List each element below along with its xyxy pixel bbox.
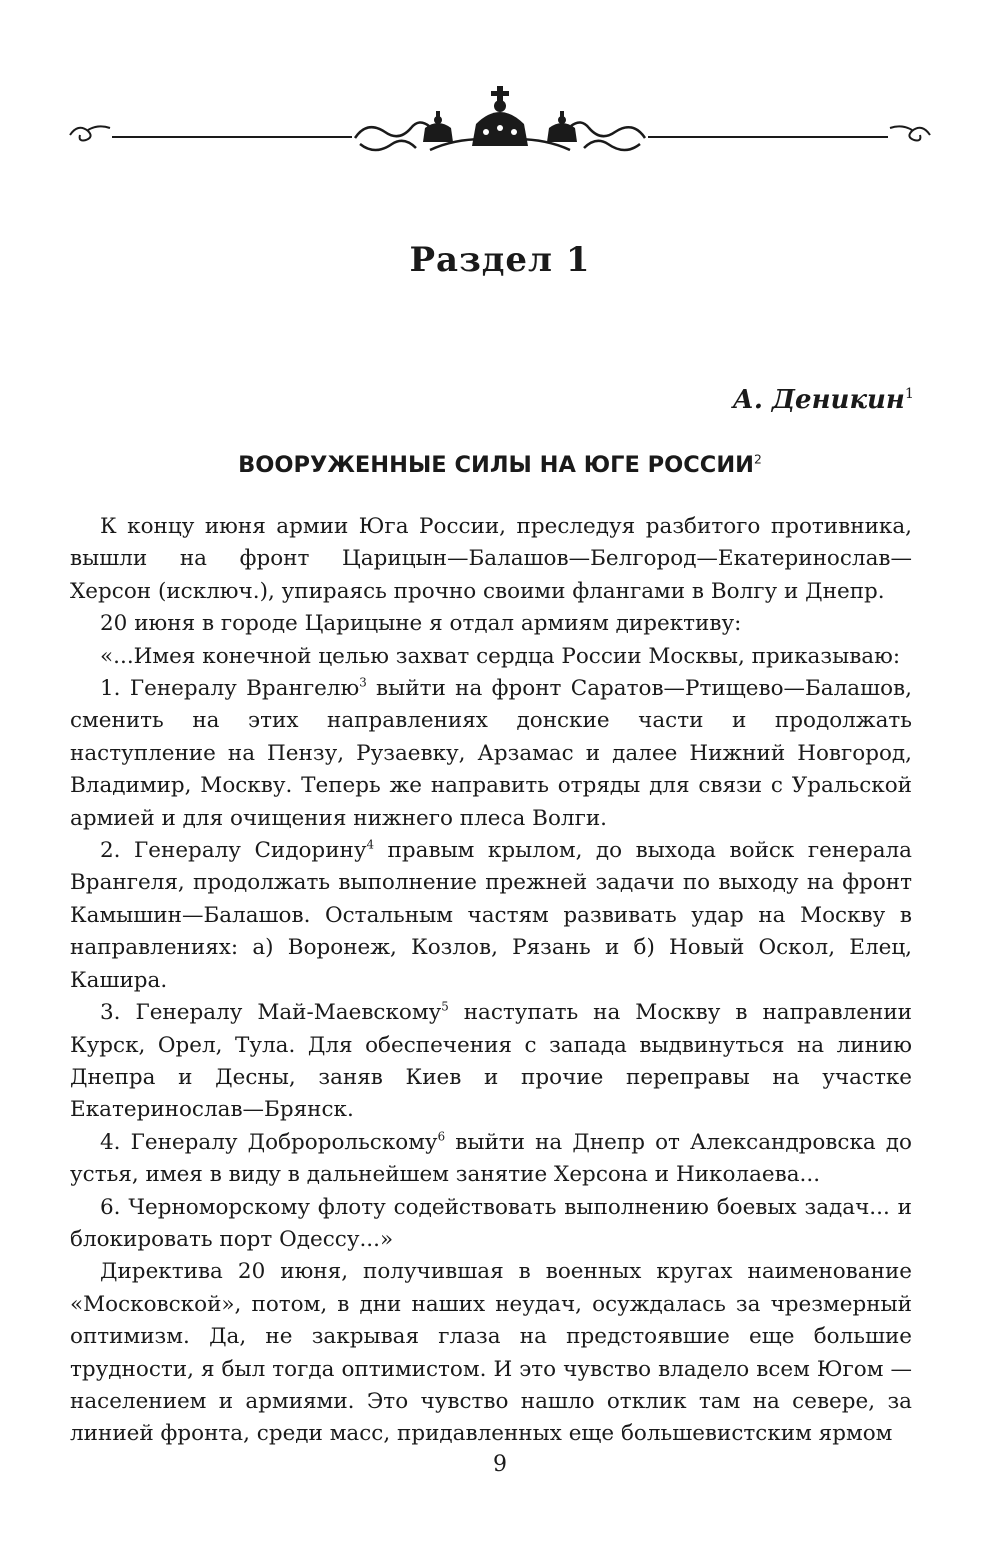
author-name-text: А. Деникин (732, 385, 905, 415)
paragraph-text: выйти на фронт Саратов—Ртищево—Балашов, сменить на этих направлениях донские части и продолжать наступление на Пензу, Рузаевку, Арзамас и далее Нижний Новгород, Владимир, Москву. Теперь же направить отряды для связи с Уральской армией и для очищения нижнего плеса Волги. (70, 676, 912, 831)
paragraph: К концу июня армии Юга России, преследуя разбитого противника, вышли на фронт Царицын—Балашов—Белгород—Екатеринослав—Херсон (исключ.), упираясь прочно своими флангами в Волгу и Днепр. (70, 514, 912, 604)
footnote-marker: 2 (753, 452, 762, 467)
footnote-marker: 1 (904, 386, 914, 402)
chapter-heading (0, 452, 1000, 478)
paragraph: 20 июня в городе Царицыне я отдал армиям директиву: (100, 611, 742, 637)
footnote-marker: 5 (441, 999, 449, 1014)
paragraph-text: 2. Генералу Сидорину (100, 838, 367, 864)
paragraph (70, 673, 912, 835)
crown-ribbon-ornament-icon (60, 80, 940, 170)
paragraph (70, 1127, 912, 1192)
paragraph: 6. Черноморскому флоту содействовать выполнению боевых задач... и блокировать порт Одессу...» (70, 1194, 912, 1252)
footnote-marker: 3 (359, 675, 367, 690)
paragraph (70, 997, 912, 1127)
paragraph-text: 3. Генералу Май-Маевскому (100, 1000, 442, 1026)
page-number: 9 (493, 1452, 507, 1477)
paragraph: «...Имея конечной целью захват сердца России Москвы, приказываю: (100, 643, 901, 669)
footnote-marker: 4 (366, 837, 375, 852)
paragraph: Директива 20 июня, получившая в военных кругах наименование «Московской», потом, в дни наших неудач, осуждалась за чрезмерный оптимизм. Да, не закрывая глаза на предстоявшие еще большие трудности, я был тогда оптимистом. И это чувство владело всем Югом — населением и армиями. Это чувство нашло отклик там на севере, за линией фронта, среди масс, придавленных еще большевистским ярмом (70, 1259, 912, 1447)
section-title: Раздел 1 (409, 240, 591, 280)
paragraph-text: выйти на Днепр от Александровска до устья, имея в виду в дальнейшем занятие Херсона и Николаева... (70, 1129, 912, 1188)
chapter-heading-text: ВООРУЖЕННЫЕ СИЛЫ НА ЮГЕ РОССИИ (238, 452, 754, 478)
author-name (733, 385, 914, 415)
footnote-marker: 6 (437, 1129, 446, 1144)
paragraph-text: правым крылом, до выхода войск генерала Врангеля, продолжать выполнение прежней задачи по выходу на фронт Камышин—Балашов. Остальным частям развивать удар на Москву в направлениях: а) Воронеж, Козлов, Рязань и б) Новый Оскол, Елец, Кашира. (70, 838, 912, 993)
paragraph-text: наступать на Москву в направлении Курск, Орел, Тула. Для обеспечения с запада выдвинуться на линию Днепра и Десны, заняв Киев и прочие переправы на участке Екатеринослав—Брянск. (70, 1000, 912, 1123)
paragraph-text: 4. Генералу Добророльскому (100, 1129, 438, 1155)
body-text (70, 511, 912, 1451)
paragraph-text: 1. Генералу Врангелю (100, 676, 360, 702)
paragraph (70, 835, 912, 997)
